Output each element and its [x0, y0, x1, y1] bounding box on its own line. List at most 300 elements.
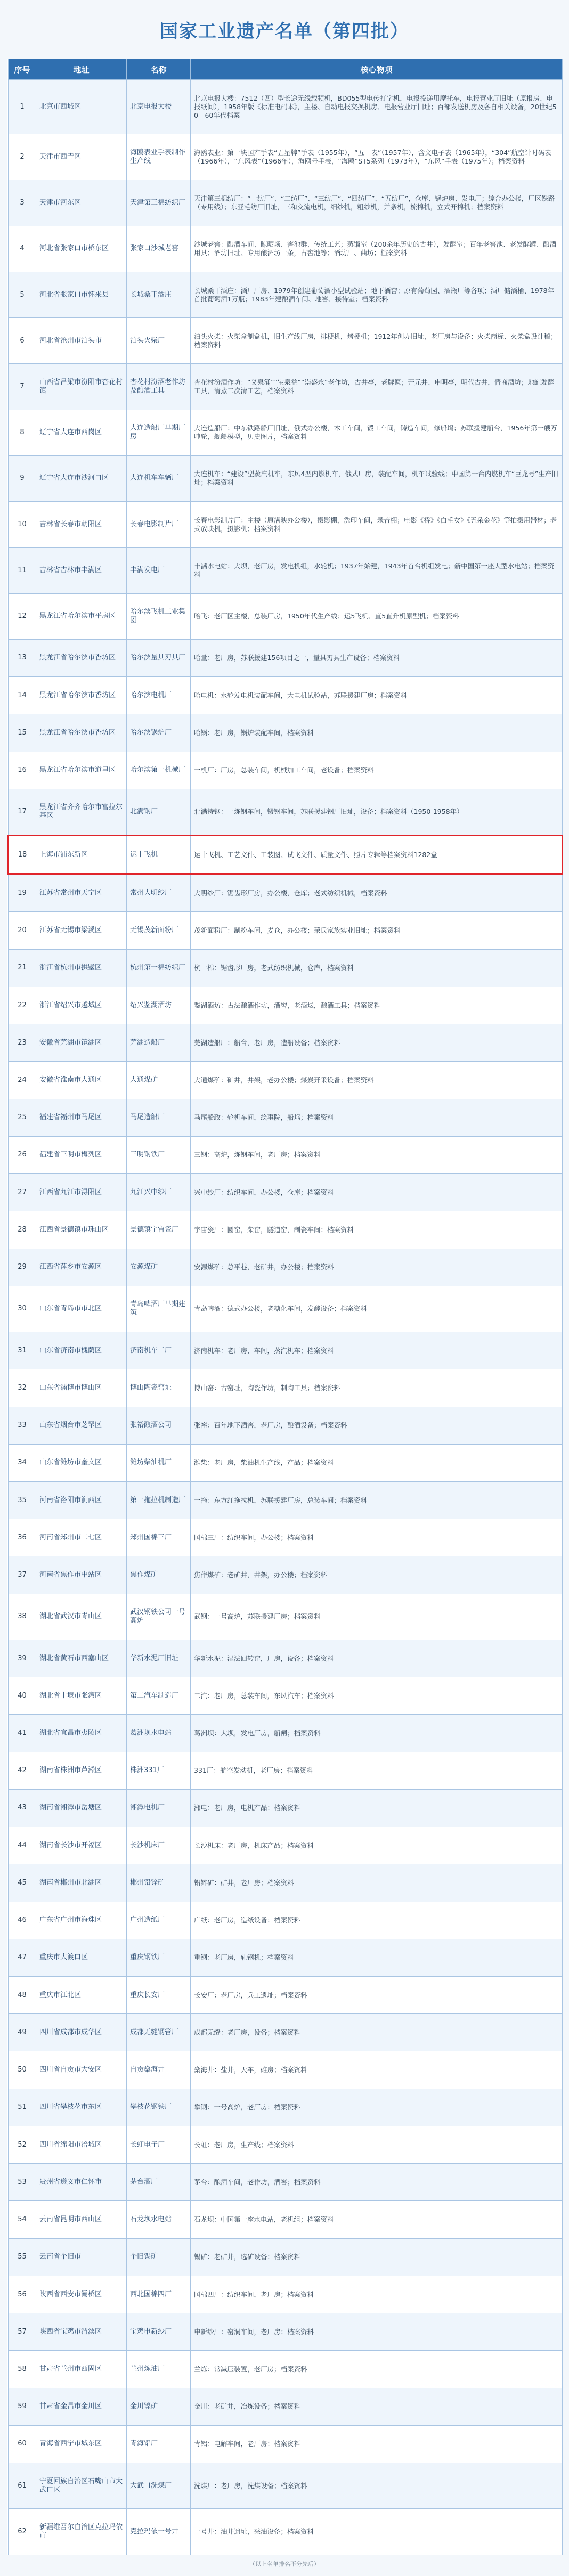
- cell-location: 四川省绵阳市涪城区: [36, 2126, 127, 2163]
- cell-location: 云南省昆明市西山区: [36, 2201, 127, 2238]
- table-row: [9, 912, 563, 949]
- table-row: [9, 2351, 563, 2388]
- cell-items: 成都无缝：老厂房，设备；档案资料: [191, 2014, 563, 2051]
- cell-no: 3: [9, 180, 36, 226]
- cell-name: 张家口沙城老窖: [127, 226, 191, 272]
- cell-no: 4: [9, 226, 36, 272]
- cell-no: 31: [9, 1332, 36, 1369]
- cell-no: 2: [9, 134, 36, 180]
- cell-location: 陕西省宝鸡市渭滨区: [36, 2313, 127, 2351]
- cell-location: 河北省张家口市怀来县: [36, 272, 127, 317]
- cell-no: 55: [9, 2238, 36, 2276]
- cell-location: 湖北省黄石市西塞山区: [36, 1640, 127, 1677]
- cell-no: 15: [9, 714, 36, 752]
- table-row: [9, 1062, 563, 1099]
- cell-items: 大连机车：“建设”型蒸汽机车，东风4型内燃机车，俄式厂房，装配车间，机车试验线；中国第一台内燃机车“巨龙号”生产旧址；档案资料: [191, 455, 563, 501]
- cell-location: 山东省烟台市芝罘区: [36, 1407, 127, 1444]
- table-row: [9, 410, 563, 455]
- cell-items: 哈飞：老厂区主楼，总装厂房，1950年代生产线；运5飞机、直5直升机原型机；档案资料: [191, 593, 563, 639]
- table-row: [9, 134, 563, 180]
- table-row: [9, 1332, 563, 1369]
- header-items: 核心物项: [191, 59, 563, 80]
- cell-name: 成都无缝钢管厂: [127, 2014, 191, 2051]
- cell-location: 吉林省长春市朝阳区: [36, 502, 127, 548]
- table-row: [9, 1556, 563, 1594]
- table-row: [9, 1977, 563, 2014]
- cell-no: 8: [9, 410, 36, 455]
- table-row: [9, 2238, 563, 2276]
- cell-location: 新疆维吾尔自治区克拉玛依市: [36, 2509, 127, 2555]
- table-row: [9, 1827, 563, 1864]
- table-row: [9, 2463, 563, 2509]
- cell-items: 济南机车：老厂房，车间，蒸汽机车；档案资料: [191, 1332, 563, 1369]
- cell-name: 广州造纸厂: [127, 1902, 191, 1939]
- cell-location: 湖南省郴州市北湖区: [36, 1864, 127, 1902]
- cell-items: 铅锌矿：矿井，老厂房；档案资料: [191, 1864, 563, 1902]
- cell-location: 广东省广州市海珠区: [36, 1902, 127, 1939]
- cell-name: 三明钢铁厂: [127, 1136, 191, 1173]
- cell-location: 辽宁省大连市西岗区: [36, 410, 127, 455]
- cell-no: 22: [9, 987, 36, 1024]
- cell-name: 兰州炼油厂: [127, 2351, 191, 2388]
- table-row: [9, 1211, 563, 1249]
- cell-location: 浙江省杭州市拱墅区: [36, 949, 127, 987]
- cell-location: 江西省景德镇市珠山区: [36, 1211, 127, 1249]
- cell-no: 41: [9, 1715, 36, 1752]
- cell-location: 宁夏回族自治区石嘴山市大武口区: [36, 2463, 127, 2509]
- cell-name: 哈尔滨飞机工业集团: [127, 593, 191, 639]
- cell-location: 湖北省宜昌市夷陵区: [36, 1715, 127, 1752]
- cell-name: 长虹电子厂: [127, 2126, 191, 2163]
- cell-no: 1: [9, 80, 36, 134]
- cell-name: 泊头火柴厂: [127, 318, 191, 364]
- cell-items: 武钢：一号高炉，苏联援建厂房；档案资料: [191, 1594, 563, 1640]
- cell-name: 第二汽车制造厂: [127, 1677, 191, 1715]
- cell-items: 三钢：高炉，炼钢车间，老厂房；档案资料: [191, 1136, 563, 1173]
- cell-location: 湖北省十堰市张湾区: [36, 1677, 127, 1715]
- cell-location: 黑龙江省哈尔滨市平房区: [36, 593, 127, 639]
- cell-items: 锡矿：老矿井，选矿设备；档案资料: [191, 2238, 563, 2276]
- cell-location: 云南省个旧市: [36, 2238, 127, 2276]
- table-row: [9, 455, 563, 501]
- header-name: 名称: [127, 59, 191, 80]
- cell-name: 杭州第一棉纺织厂: [127, 949, 191, 987]
- cell-no: 23: [9, 1024, 36, 1062]
- table-row: [9, 80, 563, 134]
- cell-location: 甘肃省金昌市金川区: [36, 2388, 127, 2425]
- cell-name: 北满钢厂: [127, 789, 191, 835]
- cell-items: 哈电机：水轮发电机装配车间，大电机试验站，苏联援建厂房；档案资料: [191, 677, 563, 714]
- table-row: [9, 1136, 563, 1173]
- cell-location: 江西省萍乡市安源区: [36, 1249, 127, 1286]
- cell-location: 四川省成都市成华区: [36, 2014, 127, 2051]
- cell-location: 山东省青岛市市北区: [36, 1286, 127, 1332]
- cell-location: 重庆市江北区: [36, 1977, 127, 2014]
- cell-no: 54: [9, 2201, 36, 2238]
- cell-name: 大连机车车辆厂: [127, 455, 191, 501]
- table-row: [9, 789, 563, 835]
- cell-name: 杏花村汾酒老作坊及酿酒工具: [127, 364, 191, 410]
- cell-location: 天津市西青区: [36, 134, 127, 180]
- cell-items: 哈量：老厂房，苏联援建156项目之一，量具刃具生产设备；档案资料: [191, 639, 563, 676]
- cell-name: 马尾造船厂: [127, 1099, 191, 1136]
- table-row: [9, 1715, 563, 1752]
- cell-no: 16: [9, 752, 36, 789]
- header-location: 地址: [36, 59, 127, 80]
- cell-items: 大连造船厂：中东铁路船厂旧址，俄式办公楼，木工车间，锻工车间，铸造车间，修船坞；苏联援建船台，1956年第一艘万吨轮，舰船模型，历史图片，档案资料: [191, 410, 563, 455]
- table-row: [9, 1939, 563, 1976]
- cell-location: 福建省福州市马尾区: [36, 1099, 127, 1136]
- cell-no: 62: [9, 2509, 36, 2555]
- cell-location: 河南省洛阳市涧西区: [36, 1481, 127, 1519]
- cell-no: 25: [9, 1099, 36, 1136]
- table-row: [9, 1481, 563, 1519]
- table-row: [9, 2126, 563, 2163]
- cell-items: 兰炼：常减压装置，老厂房；档案资料: [191, 2351, 563, 2388]
- cell-location: 黑龙江省哈尔滨市香坊区: [36, 714, 127, 752]
- cell-name: 华新水泥厂旧址: [127, 1640, 191, 1677]
- cell-no: 38: [9, 1594, 36, 1640]
- cell-name: 郑州国棉三厂: [127, 1519, 191, 1556]
- header-no: 序号: [9, 59, 36, 80]
- table-row: [9, 874, 563, 912]
- table-row: [9, 1099, 563, 1136]
- cell-no: 32: [9, 1369, 36, 1407]
- cell-location: 江苏省常州市天宁区: [36, 874, 127, 912]
- cell-name: 芜湖造船厂: [127, 1024, 191, 1062]
- table-row: [9, 226, 563, 272]
- cell-name: 哈尔滨量具刃具厂: [127, 639, 191, 676]
- cell-items: 广纸：老厂房，造纸设备；档案资料: [191, 1902, 563, 1939]
- cell-no: 20: [9, 912, 36, 949]
- footer-note: （以上名单排名不分先后）: [249, 2560, 320, 2567]
- cell-no: 14: [9, 677, 36, 714]
- cell-no: 45: [9, 1864, 36, 1902]
- cell-no: 50: [9, 2051, 36, 2089]
- cell-no: 49: [9, 2014, 36, 2051]
- cell-items: 茅台：酿酒车间，老作坊，酒窖；档案资料: [191, 2164, 563, 2201]
- cell-items: 长安厂：老厂房，兵工遗址；档案资料: [191, 1977, 563, 2014]
- cell-name: 攀枝花钢铁厂: [127, 2089, 191, 2126]
- table-row: [9, 2388, 563, 2425]
- cell-no: 10: [9, 502, 36, 548]
- cell-location: 安徽省淮南市大通区: [36, 1062, 127, 1099]
- table-row: [9, 1024, 563, 1062]
- cell-name: 焦作煤矿: [127, 1556, 191, 1594]
- cell-items: 鉴湖酒坊：古法酿酒作坊，酒窖，老酒坛，酿酒工具；档案资料: [191, 987, 563, 1024]
- table-row: [9, 1640, 563, 1677]
- cell-items: 长虹：老厂房，生产线；档案资料: [191, 2126, 563, 2163]
- table-row: [9, 548, 563, 593]
- table-row: [9, 1864, 563, 1902]
- cell-items: 泊头火柴：火柴盒制盒机，旧生产线厂房，排梗机，烤梗机；1912年创办旧址，老厂房与设备；火柴商标、火柴盒设计稿；档案资料: [191, 318, 563, 364]
- cell-name: 九江兴中纱厂: [127, 1174, 191, 1211]
- cell-location: 贵州省遵义市仁怀市: [36, 2164, 127, 2201]
- cell-items: 青铝：电解车间，老厂房；档案资料: [191, 2425, 563, 2463]
- cell-items: 北满特钢：一炼钢车间，锻钢车间，苏联援建钢厂旧址，设备；档案资料（1950-1958年）: [191, 789, 563, 835]
- cell-items: 石龙坝：中国第一座水电站，老机组；档案资料: [191, 2201, 563, 2238]
- cell-name: 茅台酒厂: [127, 2164, 191, 2201]
- cell-location: 湖南省长沙市开福区: [36, 1827, 127, 1864]
- table-row: [9, 2051, 563, 2089]
- cell-no: 59: [9, 2388, 36, 2425]
- cell-name: 大连造船厂早期厂房: [127, 410, 191, 455]
- table-row: [9, 639, 563, 676]
- cell-items: 海鸥表业：第一块国产手表“五星牌”手表（1955年），“五一表”（1957年），含文电子表（1965年），“304”航空计时码表（1966年），“东风表”（1966年），海鸥号手表，“海鸥”ST5系列（1973年），“东风”手表（1975年）；档案资料: [191, 134, 563, 180]
- cell-name: 株洲331厂: [127, 1752, 191, 1789]
- table-body: [9, 80, 563, 2555]
- cell-items: 张裕：百年地下酒窖，老厂房，酿酒设备；档案资料: [191, 1407, 563, 1444]
- cell-name: 安源煤矿: [127, 1249, 191, 1286]
- cell-location: 江西省九江市浔阳区: [36, 1174, 127, 1211]
- cell-no: 48: [9, 1977, 36, 2014]
- table-row: [9, 1174, 563, 1211]
- cell-name: 哈尔滨锅炉厂: [127, 714, 191, 752]
- cell-no: 17: [9, 789, 36, 835]
- cell-items: 运十飞机、工艺文件、工装图、试飞文件、质量文件、照片专辑等档案资料1282盒: [191, 835, 563, 874]
- cell-name: 常州大明纱厂: [127, 874, 191, 912]
- cell-items: 331厂：航空发动机，老厂房；档案资料: [191, 1752, 563, 1789]
- table-row: [9, 2089, 563, 2126]
- table-row: [9, 1519, 563, 1556]
- cell-name: 无锡茂新面粉厂: [127, 912, 191, 949]
- cell-name: 长城桑干酒庄: [127, 272, 191, 317]
- cell-no: 5: [9, 272, 36, 317]
- cell-items: 一拖：东方红拖拉机，苏联援建厂房，总装车间；档案资料: [191, 1481, 563, 1519]
- cell-name: 济南机车工厂: [127, 1332, 191, 1369]
- cell-no: 47: [9, 1939, 36, 1976]
- table-row: [9, 502, 563, 548]
- table-row: [9, 987, 563, 1024]
- cell-name: 大武口洗煤厂: [127, 2463, 191, 2509]
- cell-name: 葛洲坝水电站: [127, 1715, 191, 1752]
- cell-location: 黑龙江省哈尔滨市香坊区: [36, 677, 127, 714]
- table-row: [9, 1444, 563, 1481]
- cell-no: 35: [9, 1481, 36, 1519]
- table-row: [9, 1249, 563, 1286]
- cell-location: 黑龙江省哈尔滨市道里区: [36, 752, 127, 789]
- cell-items: 葛洲坝：大坝，发电厂房，船闸；档案资料: [191, 1715, 563, 1752]
- cell-no: 40: [9, 1677, 36, 1715]
- cell-name: 青海铝厂: [127, 2425, 191, 2463]
- page-title: 国家工业遗产名单（第四批）: [160, 20, 409, 42]
- cell-location: 吉林省吉林市丰满区: [36, 548, 127, 593]
- cell-items: 大明纱厂：锯齿形厂房，办公楼，仓库；老式纺织机械，档案资料: [191, 874, 563, 912]
- cell-name: 宝鸡申新纱厂: [127, 2313, 191, 2351]
- cell-no: 11: [9, 548, 36, 593]
- cell-location: 天津市河东区: [36, 180, 127, 226]
- cell-no: 53: [9, 2164, 36, 2201]
- cell-name: 自贡燊海井: [127, 2051, 191, 2089]
- cell-no: 26: [9, 1136, 36, 1173]
- cell-location: 青海省西宁市城东区: [36, 2425, 127, 2463]
- cell-items: 丰满水电站：大坝，老厂房，发电机组，水轮机；1937年始建，1943年首台机组发电；新中国第一座大型水电站；档案资料: [191, 548, 563, 593]
- cell-no: 57: [9, 2313, 36, 2351]
- table-row: [9, 949, 563, 987]
- title-area: [7, 0, 562, 59]
- cell-location: 陕西省西安市灞桥区: [36, 2276, 127, 2313]
- cell-items: 金川：老矿井，冶炼设备；档案资料: [191, 2388, 563, 2425]
- cell-name: 重庆长安厂: [127, 1977, 191, 2014]
- cell-items: 国棉三厂：纺织车间，办公楼；档案资料: [191, 1519, 563, 1556]
- cell-no: 37: [9, 1556, 36, 1594]
- table-row: [9, 2509, 563, 2555]
- cell-items: 安源煤矿：总平巷，老矿井，办公楼；档案资料: [191, 1249, 563, 1286]
- cell-items: 华新水泥：湿法回转窑，厂房，设备；档案资料: [191, 1640, 563, 1677]
- cell-name: 潍坊柴油机厂: [127, 1444, 191, 1481]
- cell-location: 甘肃省兰州市西固区: [36, 2351, 127, 2388]
- cell-name: 金川镍矿: [127, 2388, 191, 2425]
- table-row: [9, 1594, 563, 1640]
- cell-no: 27: [9, 1174, 36, 1211]
- cell-no: 19: [9, 874, 36, 912]
- cell-name: 丰满发电厂: [127, 548, 191, 593]
- cell-no: 46: [9, 1902, 36, 1939]
- cell-items: 茂新面粉厂：制粉车间，麦仓，办公楼；荣氏家族实业旧址；档案资料: [191, 912, 563, 949]
- cell-items: 燊海井：盐井，天车，碓房；档案资料: [191, 2051, 563, 2089]
- table-row: [9, 1902, 563, 1939]
- cell-name: 天津第三棉纺织厂: [127, 180, 191, 226]
- cell-location: 山东省济南市槐荫区: [36, 1332, 127, 1369]
- cell-name: 湘潭电机厂: [127, 1789, 191, 1827]
- cell-items: 青岛啤酒：德式办公楼，老糖化车间，发酵设备；档案资料: [191, 1286, 563, 1332]
- cell-location: 湖南省株洲市芦淞区: [36, 1752, 127, 1789]
- table-row: [9, 1789, 563, 1827]
- cell-items: 长春电影制片厂：主楼（原满映办公楼），摄影棚，洗印车间，录音棚；电影《桥》《白毛女》《五朵金花》等拍摄用器材；老式放映机，摄影机；档案资料: [191, 502, 563, 548]
- cell-no: 30: [9, 1286, 36, 1332]
- cell-no: 9: [9, 455, 36, 501]
- cell-location: 浙江省绍兴市越城区: [36, 987, 127, 1024]
- cell-location: 湖北省武汉市青山区: [36, 1594, 127, 1640]
- cell-no: 6: [9, 318, 36, 364]
- cell-name: 张裕酿酒公司: [127, 1407, 191, 1444]
- cell-location: 河南省郑州市二七区: [36, 1519, 127, 1556]
- cell-items: 一机厂：厂房，总装车间，机械加工车间，老设备；档案资料: [191, 752, 563, 789]
- cell-no: 36: [9, 1519, 36, 1556]
- cell-no: 33: [9, 1407, 36, 1444]
- cell-location: 江苏省无锡市梁溪区: [36, 912, 127, 949]
- cell-items: 攀钢：一号高炉，老厂房；档案资料: [191, 2089, 563, 2126]
- cell-items: 宇宙瓷厂：圆窑，柴窑，隧道窑，制瓷车间；档案资料: [191, 1211, 563, 1249]
- cell-location: 山东省淄博市博山区: [36, 1369, 127, 1407]
- cell-no: 61: [9, 2463, 36, 2509]
- cell-no: 28: [9, 1211, 36, 1249]
- cell-no: 7: [9, 364, 36, 410]
- table-row: [9, 1677, 563, 1715]
- cell-name: 长春电影制片厂: [127, 502, 191, 548]
- cell-location: 重庆市大渡口区: [36, 1939, 127, 1976]
- cell-items: 沙城老窖：酿酒车间、晾晒场、窖池群、传统工艺；蒸馏室（200余年历史的古井），发酵室；百年老窖池、老发酵罐、酿酒用具；酒坊旧址、专用酿酒坊一条，古窖池等；酒坊厂、曲坊；档案资料: [191, 226, 563, 272]
- table-row: [9, 2164, 563, 2201]
- cell-items: 长城桑干酒庄：酒厂厂房、1979年创建葡萄酒小型试验站；地下酒窖；原有葡萄园、酒瓶厂等各项；酒厂储酒桶、1978年首批葡萄酒1万瓶；1983年建酿酒车间、地窖、接待室；档案资料: [191, 272, 563, 317]
- cell-name: 个旧锡矿: [127, 2238, 191, 2276]
- table-row: [9, 272, 563, 317]
- table-row: [9, 593, 563, 639]
- cell-no: 44: [9, 1827, 36, 1864]
- cell-no: 39: [9, 1640, 36, 1677]
- cell-name: 大通煤矿: [127, 1062, 191, 1099]
- table-row: [9, 2014, 563, 2051]
- cell-location: 四川省自贡市大安区: [36, 2051, 127, 2089]
- cell-items: 北京电报大楼：7512（四）型长途无线载频机，BD055型电传打字机，电报投递用摩托车，电报营业厅旧址（原报房、电报纸间），1958年版《标准电码本》，主楼、自动电报交换机房、电报营业厅旧址；百部发送机房及各自相关设备，20世纪50—60年代档案: [191, 80, 563, 134]
- cell-no: 18: [9, 835, 36, 874]
- cell-no: 21: [9, 949, 36, 987]
- table-row: [9, 1286, 563, 1332]
- table-row: [9, 2313, 563, 2351]
- cell-items: 大通煤矿：矿井，井架，老办公楼；煤炭开采设备；档案资料: [191, 1062, 563, 1099]
- cell-location: 黑龙江省哈尔滨市香坊区: [36, 639, 127, 676]
- table-row: [9, 318, 563, 364]
- cell-location: 上海市浦东新区: [36, 835, 127, 874]
- cell-location: 辽宁省大连市沙河口区: [36, 455, 127, 501]
- cell-items: 焦作煤矿：老矿井，井架，办公楼；档案资料: [191, 1556, 563, 1594]
- cell-location: 河北省沧州市泊头市: [36, 318, 127, 364]
- cell-no: 56: [9, 2276, 36, 2313]
- cell-items: 博山窑：古窑址，陶瓷作坊，制陶工具；档案资料: [191, 1369, 563, 1407]
- cell-name: 长沙机床厂: [127, 1827, 191, 1864]
- table-row: [9, 1407, 563, 1444]
- cell-name: 西北国棉四厂: [127, 2276, 191, 2313]
- table-row: [9, 2201, 563, 2238]
- cell-items: 洗煤厂：老厂房，洗煤设备；档案资料: [191, 2463, 563, 2509]
- cell-location: 山西省吕梁市汾阳市杏花村镇: [36, 364, 127, 410]
- table-row: [9, 752, 563, 789]
- cell-location: 湖南省湘潭市岳塘区: [36, 1789, 127, 1827]
- cell-no: 58: [9, 2351, 36, 2388]
- cell-items: 天津第三棉纺厂：“一纺厂”、“二纺厂”、“三纺厂”、“四纺厂”、“五纺厂”，仓库、锅炉房、发电厂；综合办公楼，厂区铁路（专用线）；东亚毛纺厂旧址，三和交流电机，细纱机，粗纱机，并条机，梳棉机，立式开棉机；档案资料: [191, 180, 563, 226]
- table-row: [9, 180, 563, 226]
- cell-no: 13: [9, 639, 36, 676]
- cell-items: 杏花村汾酒作坊：“义泉涌”“宝泉益”“崇盛永”老作坊，古井亭，老牌匾；开元井、申明亭，明代古井，晋商酒坊；地缸发酵工具，清蒸二次清工艺，档案资料: [191, 364, 563, 410]
- cell-name: 景德镇宇宙瓷厂: [127, 1211, 191, 1249]
- cell-no: 51: [9, 2089, 36, 2126]
- cell-name: 北京电报大楼: [127, 80, 191, 134]
- cell-no: 60: [9, 2425, 36, 2463]
- cell-location: 山东省潍坊市奎文区: [36, 1444, 127, 1481]
- cell-items: 芜湖造船厂：船台，老厂房，造船设备；档案资料: [191, 1024, 563, 1062]
- cell-name: 郴州铅锌矿: [127, 1864, 191, 1902]
- cell-items: 重钢：老厂房，轧钢机；档案资料: [191, 1939, 563, 1976]
- cell-items: 二汽：老厂房，总装车间，东风汽车；档案资料: [191, 1677, 563, 1715]
- table-row: [9, 2276, 563, 2313]
- cell-items: 兴中纱厂：纺织车间，办公楼，仓库；档案资料: [191, 1174, 563, 1211]
- cell-items: 国棉四厂：纺织车间，老厂房；档案资料: [191, 2276, 563, 2313]
- table-row: [9, 1369, 563, 1407]
- cell-name: 青岛啤酒厂早期建筑: [127, 1286, 191, 1332]
- cell-name: 第一拖拉机制造厂: [127, 1481, 191, 1519]
- cell-name: 重庆钢铁厂: [127, 1939, 191, 1976]
- cell-name: 博山陶瓷窑址: [127, 1369, 191, 1407]
- table-header: [9, 59, 563, 80]
- cell-no: 43: [9, 1789, 36, 1827]
- cell-name: 石龙坝水电站: [127, 2201, 191, 2238]
- cell-items: 杭一棉：锯齿形厂房，老式纺织机械，仓库，档案资料: [191, 949, 563, 987]
- cell-location: 河南省焦作市中站区: [36, 1556, 127, 1594]
- cell-location: 北京市西城区: [36, 80, 127, 134]
- table-row: [9, 1752, 563, 1789]
- cell-name: 海鸥表业手表制作生产线: [127, 134, 191, 180]
- cell-no: 52: [9, 2126, 36, 2163]
- cell-items: 哈锅：老厂房，锅炉装配车间，档案资料: [191, 714, 563, 752]
- table-row: [9, 835, 563, 874]
- cell-location: 四川省攀枝花市东区: [36, 2089, 127, 2126]
- cell-no: 42: [9, 1752, 36, 1789]
- cell-no: 34: [9, 1444, 36, 1481]
- cell-no: 29: [9, 1249, 36, 1286]
- cell-no: 12: [9, 593, 36, 639]
- cell-items: 马尾船政：轮机车间，绘事院，船坞；档案资料: [191, 1099, 563, 1136]
- cell-no: 24: [9, 1062, 36, 1099]
